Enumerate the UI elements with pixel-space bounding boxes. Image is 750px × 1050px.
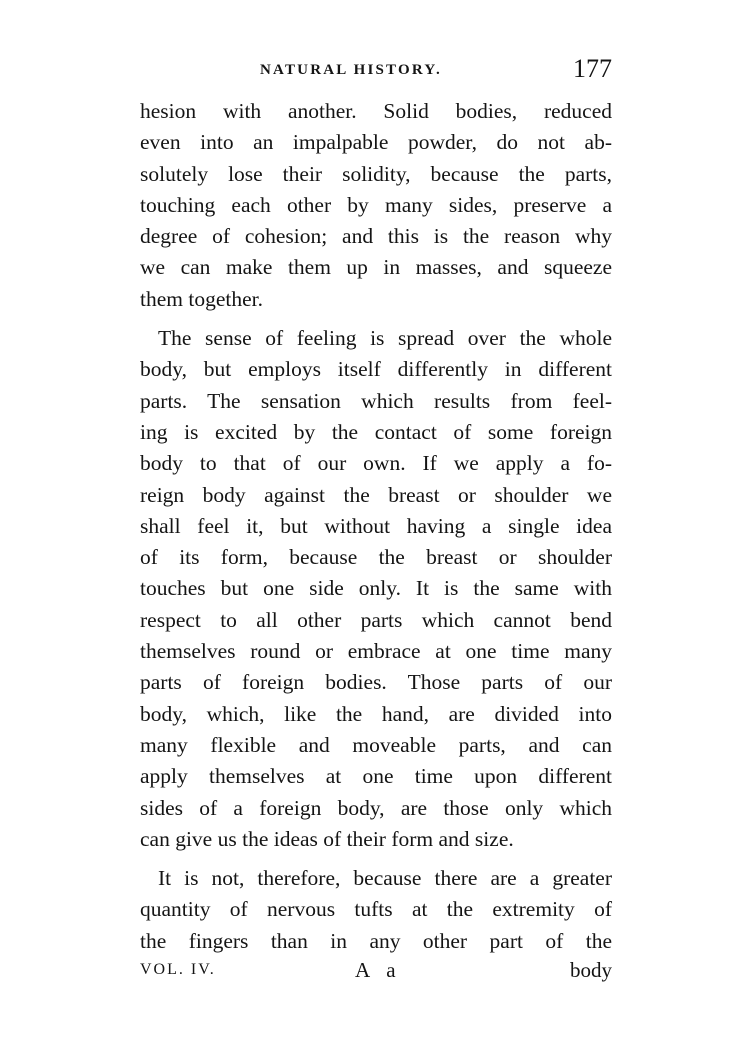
text-line: many flexible and moveable parts, and can [140, 732, 612, 757]
text-line: ing is excited by the contact of some foreign [140, 419, 612, 444]
text-line: respect to all other parts which cannot bend [140, 607, 612, 632]
text-line: body, but employs itself differently in different [140, 357, 612, 382]
text-line: hesion with another. Solid bodies, reduced [140, 99, 612, 123]
text-line: solutely lose their solidity, because the parts, [140, 161, 612, 186]
page-header [140, 52, 612, 92]
text-line: shall feel it, but without having a single idea [140, 513, 612, 538]
text-line: reign body against the breast or shoulder we [140, 482, 612, 507]
page-footer [140, 955, 612, 985]
text-line: quantity of nervous tufts at the extremity of [140, 897, 612, 922]
page-number: 177 [573, 54, 612, 83]
text-line: The sense of feeling is spread over the whole [158, 326, 612, 351]
text-line: touching each other by many sides, preserve a [140, 192, 612, 217]
text-line: degree of cohesion; and this is the reason why [140, 224, 612, 249]
paragraph [140, 863, 612, 957]
body-text [140, 96, 612, 957]
text-line: body to that of our own. If we apply a fo- [140, 451, 612, 476]
text-line: apply themselves at one time upon different [140, 764, 612, 789]
running-head: NATURAL HISTORY. [260, 62, 442, 78]
volume-signature: VOL. IV. [140, 961, 216, 978]
signature-mark: A a [355, 958, 402, 982]
text-line: them together. [140, 286, 263, 311]
paragraph [140, 96, 612, 315]
text-line: touches but one side only. It is the same with [140, 576, 612, 601]
text-line: can give us the ideas of their form and size. [140, 826, 514, 851]
paragraph-gap [140, 315, 612, 323]
text-line: parts of foreign bodies. Those parts of our [140, 670, 612, 695]
text-line: It is not, therefore, because there are a greater [158, 866, 612, 891]
text-line: body, which, like the hand, are divided into [140, 701, 612, 726]
text-line: sides of a foreign body, are those only which [140, 795, 612, 820]
text-line: the fingers than in any other part of the [140, 928, 612, 953]
paragraph [140, 323, 612, 855]
text-line: parts. The sensation which results from feel- [140, 388, 612, 413]
text-line: even into an impalpable powder, do not ab- [140, 130, 612, 155]
text-line: themselves round or embrace at one time many [140, 639, 612, 664]
text-line: we can make them up in masses, and squeeze [140, 255, 612, 280]
paragraph-gap [140, 855, 612, 863]
text-line: of its form, because the breast or shoulder [140, 545, 612, 570]
catchword: body [570, 958, 612, 982]
